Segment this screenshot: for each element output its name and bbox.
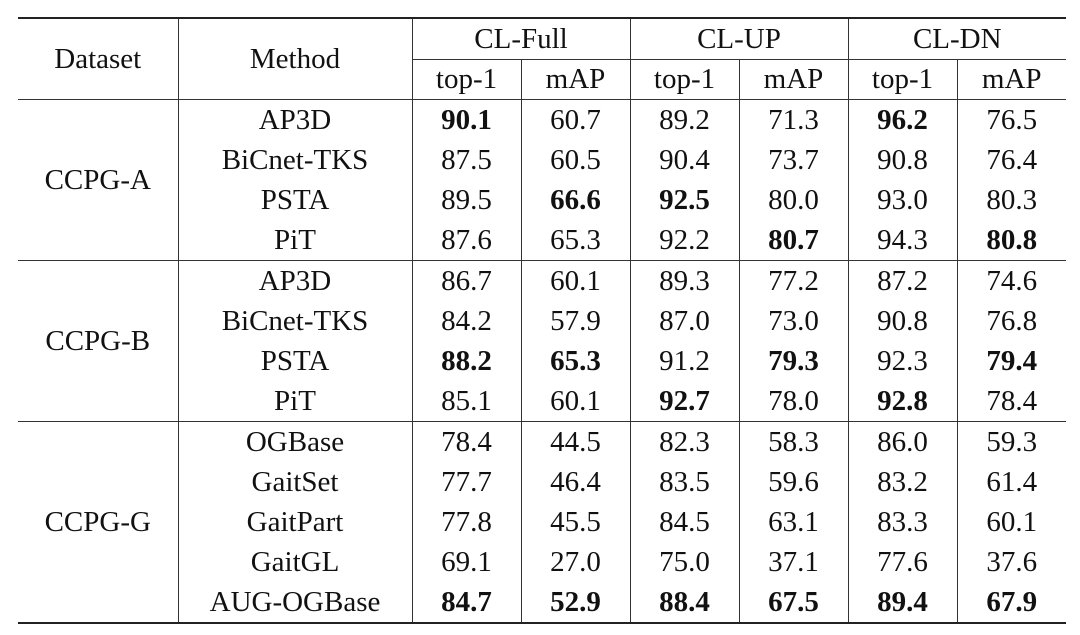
- method-cell: PiT: [178, 220, 412, 261]
- method-cell: BiCnet-TKS: [178, 140, 412, 180]
- value-cell: 80.0: [739, 180, 848, 220]
- value-cell: 78.4: [412, 422, 521, 463]
- value-cell: 86.7: [412, 261, 521, 302]
- value-cell: 93.0: [848, 180, 957, 220]
- header-group-cl-up: CL-UP: [630, 18, 848, 60]
- value-cell: 67.5: [739, 582, 848, 623]
- value-cell: 27.0: [521, 542, 630, 582]
- header-dataset: Dataset: [18, 18, 178, 100]
- value-cell: 92.2: [630, 220, 739, 261]
- value-cell: 78.0: [739, 381, 848, 422]
- value-cell: 74.6: [957, 261, 1066, 302]
- method-cell: PSTA: [178, 180, 412, 220]
- value-cell: 96.2: [848, 100, 957, 141]
- value-cell: 80.3: [957, 180, 1066, 220]
- header-metric-top1: top-1: [630, 60, 739, 100]
- method-cell: GaitGL: [178, 542, 412, 582]
- value-cell: 60.5: [521, 140, 630, 180]
- value-cell: 89.2: [630, 100, 739, 141]
- value-cell: 65.3: [521, 341, 630, 381]
- method-cell: GaitSet: [178, 462, 412, 502]
- value-cell: 92.3: [848, 341, 957, 381]
- value-cell: 84.5: [630, 502, 739, 542]
- table-row: [18, 422, 1066, 463]
- value-cell: 75.0: [630, 542, 739, 582]
- value-cell: 90.1: [412, 100, 521, 141]
- value-cell: 83.3: [848, 502, 957, 542]
- dataset-cell: CCPG-A: [18, 100, 178, 261]
- value-cell: 77.8: [412, 502, 521, 542]
- value-cell: 76.5: [957, 100, 1066, 141]
- value-cell: 73.7: [739, 140, 848, 180]
- value-cell: 90.4: [630, 140, 739, 180]
- header-metric-top1: top-1: [848, 60, 957, 100]
- table-body: [18, 100, 1066, 624]
- value-cell: 77.2: [739, 261, 848, 302]
- value-cell: 44.5: [521, 422, 630, 463]
- value-cell: 87.2: [848, 261, 957, 302]
- value-cell: 89.4: [848, 582, 957, 623]
- value-cell: 60.7: [521, 100, 630, 141]
- results-table: [18, 17, 1066, 624]
- method-cell: PiT: [178, 381, 412, 422]
- header-method: Method: [178, 18, 412, 100]
- method-cell: AUG-OGBase: [178, 582, 412, 623]
- value-cell: 79.3: [739, 341, 848, 381]
- value-cell: 92.5: [630, 180, 739, 220]
- value-cell: 63.1: [739, 502, 848, 542]
- value-cell: 46.4: [521, 462, 630, 502]
- value-cell: 82.3: [630, 422, 739, 463]
- value-cell: 77.6: [848, 542, 957, 582]
- header-group-cl-dn: CL-DN: [848, 18, 1066, 60]
- value-cell: 37.6: [957, 542, 1066, 582]
- value-cell: 57.9: [521, 301, 630, 341]
- value-cell: 88.4: [630, 582, 739, 623]
- value-cell: 90.8: [848, 301, 957, 341]
- table-row: [18, 100, 1066, 141]
- value-cell: 59.3: [957, 422, 1066, 463]
- value-cell: 86.0: [848, 422, 957, 463]
- value-cell: 45.5: [521, 502, 630, 542]
- method-cell: OGBase: [178, 422, 412, 463]
- value-cell: 94.3: [848, 220, 957, 261]
- value-cell: 60.1: [521, 261, 630, 302]
- value-cell: 73.0: [739, 301, 848, 341]
- value-cell: 91.2: [630, 341, 739, 381]
- value-cell: 60.1: [957, 502, 1066, 542]
- header-metric-map: mAP: [739, 60, 848, 100]
- value-cell: 80.8: [957, 220, 1066, 261]
- value-cell: 76.8: [957, 301, 1066, 341]
- header-metric-map: mAP: [521, 60, 630, 100]
- value-cell: 87.6: [412, 220, 521, 261]
- method-cell: BiCnet-TKS: [178, 301, 412, 341]
- value-cell: 89.5: [412, 180, 521, 220]
- dataset-cell: CCPG-B: [18, 261, 178, 422]
- header-metric-map: mAP: [957, 60, 1066, 100]
- value-cell: 87.5: [412, 140, 521, 180]
- value-cell: 71.3: [739, 100, 848, 141]
- value-cell: 65.3: [521, 220, 630, 261]
- value-cell: 80.7: [739, 220, 848, 261]
- value-cell: 92.8: [848, 381, 957, 422]
- value-cell: 83.5: [630, 462, 739, 502]
- value-cell: 84.7: [412, 582, 521, 623]
- value-cell: 88.2: [412, 341, 521, 381]
- value-cell: 58.3: [739, 422, 848, 463]
- value-cell: 37.1: [739, 542, 848, 582]
- value-cell: 60.1: [521, 381, 630, 422]
- value-cell: 67.9: [957, 582, 1066, 623]
- dataset-cell: CCPG-G: [18, 422, 178, 624]
- value-cell: 85.1: [412, 381, 521, 422]
- header-group-cl-full: CL-Full: [412, 18, 630, 60]
- value-cell: 84.2: [412, 301, 521, 341]
- value-cell: 92.7: [630, 381, 739, 422]
- value-cell: 69.1: [412, 542, 521, 582]
- method-cell: PSTA: [178, 341, 412, 381]
- value-cell: 89.3: [630, 261, 739, 302]
- value-cell: 61.4: [957, 462, 1066, 502]
- method-cell: GaitPart: [178, 502, 412, 542]
- value-cell: 78.4: [957, 381, 1066, 422]
- value-cell: 52.9: [521, 582, 630, 623]
- table-row: [18, 261, 1066, 302]
- value-cell: 59.6: [739, 462, 848, 502]
- method-cell: AP3D: [178, 100, 412, 141]
- value-cell: 77.7: [412, 462, 521, 502]
- value-cell: 79.4: [957, 341, 1066, 381]
- value-cell: 83.2: [848, 462, 957, 502]
- method-cell: AP3D: [178, 261, 412, 302]
- value-cell: 76.4: [957, 140, 1066, 180]
- value-cell: 90.8: [848, 140, 957, 180]
- value-cell: 66.6: [521, 180, 630, 220]
- header-metric-top1: top-1: [412, 60, 521, 100]
- value-cell: 87.0: [630, 301, 739, 341]
